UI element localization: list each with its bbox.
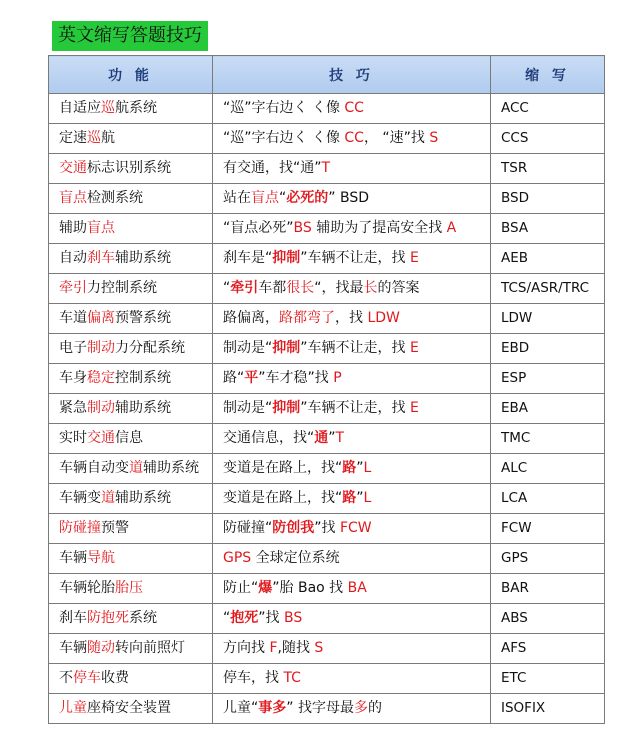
highlight-text: GPS	[223, 550, 252, 566]
cell-text: 车辆	[59, 640, 87, 656]
highlight-text: L	[363, 460, 372, 476]
cell-text: “盲点必死”	[223, 220, 294, 236]
highlight-text: 平	[244, 370, 259, 386]
cell-text: ，找	[335, 310, 368, 326]
cell-text: “	[223, 280, 231, 296]
function-cell	[49, 214, 213, 244]
cell-text: 预警系统	[115, 310, 171, 326]
function-cell	[49, 544, 213, 574]
cell-text: ”	[356, 460, 364, 476]
cell-text: 变道是在路上，找“	[223, 490, 343, 506]
cell-text: 系统	[129, 610, 157, 626]
tip-cell	[213, 634, 491, 664]
function-cell	[49, 394, 213, 424]
highlight-text: 路	[342, 490, 357, 506]
highlight-text: E	[409, 400, 419, 416]
tip-cell	[213, 244, 491, 274]
tip-cell	[213, 364, 491, 394]
highlight-text: 交通	[87, 430, 115, 446]
tip-cell	[213, 184, 491, 214]
highlight-text: T	[335, 430, 345, 446]
tip-cell	[213, 304, 491, 334]
cell-text: 刹车是“	[223, 250, 273, 266]
cell-text: 力分配系统	[115, 340, 185, 356]
highlight-text: 爆	[258, 580, 273, 596]
cell-text: 辅助系统	[115, 400, 171, 416]
tip-cell	[213, 274, 491, 304]
function-cell	[49, 184, 213, 214]
cell-text: ”车才稳”找	[258, 370, 334, 386]
tip-cell	[213, 394, 491, 424]
highlight-text: 盲点	[251, 190, 279, 206]
abbreviation-cell: TCS/ASR/TRC	[491, 274, 605, 304]
table-row	[49, 604, 605, 634]
function-cell	[49, 634, 213, 664]
cell-text: ” 找字母最	[286, 700, 354, 716]
cell-text: 有交通，找“通”	[223, 160, 322, 176]
cell-text: ”	[356, 490, 364, 506]
function-cell	[49, 94, 213, 124]
abbreviation-cell: EBD	[491, 334, 605, 364]
table-row	[49, 274, 605, 304]
cell-text: “巡”字右边く く像	[223, 100, 345, 116]
tip-cell	[213, 454, 491, 484]
cell-text: 控制系统	[115, 370, 171, 386]
abbreviation-cell: GPS	[491, 544, 605, 574]
cell-text: 实时	[59, 430, 87, 446]
abbreviation-cell: AFS	[491, 634, 605, 664]
header-function: 功 能	[49, 56, 213, 94]
abbreviation-cell: LDW	[491, 304, 605, 334]
highlight-text: 抑制	[272, 400, 301, 416]
tip-cell	[213, 664, 491, 694]
function-cell	[49, 334, 213, 364]
table-row	[49, 94, 605, 124]
cell-text: ”胎 Bao 找	[272, 580, 348, 596]
highlight-text: A	[446, 220, 457, 236]
cell-text: 辅助	[59, 220, 87, 236]
cell-text: ,随找	[277, 640, 315, 656]
highlight-text: S	[429, 130, 439, 146]
table-row	[49, 454, 605, 484]
abbreviation-table	[48, 55, 605, 724]
cell-text: 航系统	[115, 100, 157, 116]
cell-text: 收费	[101, 670, 129, 686]
highlight-text: 牵引	[59, 280, 87, 296]
cell-text: 儿童“	[223, 700, 259, 716]
function-cell	[49, 604, 213, 634]
abbreviation-cell: ETC	[491, 664, 605, 694]
tip-cell	[213, 94, 491, 124]
cell-text: 辅助系统	[115, 490, 171, 506]
highlight-text: 必死的	[286, 190, 329, 206]
table-header-row	[49, 56, 605, 94]
abbreviation-cell: TMC	[491, 424, 605, 454]
highlight-text: 停车	[73, 670, 101, 686]
highlight-text: 抑制	[272, 250, 301, 266]
highlight-text: E	[409, 340, 419, 356]
highlight-text: FCW	[339, 520, 372, 536]
highlight-text: L	[363, 490, 372, 506]
function-cell	[49, 664, 213, 694]
highlight-text: CC	[344, 130, 364, 146]
cell-text: ”找	[258, 610, 284, 626]
cell-text: “	[279, 190, 287, 206]
cell-text: 座椅安全装置	[87, 700, 171, 716]
abbreviation-cell: CCS	[491, 124, 605, 154]
table-row	[49, 394, 605, 424]
highlight-text: P	[333, 370, 342, 386]
highlight-text: 抑制	[272, 340, 301, 356]
abbreviation-cell: ISOFIX	[491, 694, 605, 724]
highlight-text: 稳定	[87, 370, 115, 386]
cell-text: 路偏离，	[223, 310, 279, 326]
cell-text: 信息	[115, 430, 143, 446]
abbreviation-cell: ESP	[491, 364, 605, 394]
table-row	[49, 484, 605, 514]
table-row	[49, 214, 605, 244]
tip-cell	[213, 694, 491, 724]
highlight-text: 路	[342, 460, 357, 476]
tip-cell	[213, 604, 491, 634]
cell-text: ”车辆不让走，找	[300, 340, 410, 356]
highlight-text: 巡	[101, 100, 115, 116]
function-cell	[49, 574, 213, 604]
cell-text: 自动	[59, 250, 87, 266]
function-cell	[49, 514, 213, 544]
cell-text: 方向找	[223, 640, 270, 656]
highlight-text: 防抱死	[87, 610, 129, 626]
cell-text: “	[223, 610, 231, 626]
cell-text: 停车，找	[223, 670, 284, 686]
highlight-text: 制动	[87, 400, 115, 416]
abbreviation-cell: ABS	[491, 604, 605, 634]
tip-cell	[213, 544, 491, 574]
cell-text: ”	[328, 430, 336, 446]
highlight-text: 长	[363, 280, 378, 296]
cell-text: 的答案	[377, 280, 420, 296]
cell-text: 防止“	[223, 580, 259, 596]
table-row	[49, 694, 605, 724]
cell-text: 转向前照灯	[115, 640, 185, 656]
abbreviation-cell: EBA	[491, 394, 605, 424]
tip-cell	[213, 574, 491, 604]
highlight-text: 导航	[87, 550, 115, 566]
highlight-text: 防创我	[272, 520, 315, 536]
tip-cell	[213, 214, 491, 244]
cell-text: 检测系统	[87, 190, 143, 206]
function-cell	[49, 154, 213, 184]
table-row	[49, 574, 605, 604]
tip-cell	[213, 484, 491, 514]
cell-text: 的	[367, 700, 382, 716]
cell-text: 不	[59, 670, 73, 686]
highlight-text: 胎压	[115, 580, 143, 596]
tip-cell	[213, 514, 491, 544]
table-row	[49, 304, 605, 334]
cell-text: 车身	[59, 370, 87, 386]
highlight-text: F	[269, 640, 278, 656]
cell-text: 辅助系统	[115, 250, 171, 266]
tip-cell	[213, 334, 491, 364]
highlight-text: 刹车	[87, 250, 115, 266]
function-cell	[49, 424, 213, 454]
cell-text: 制动是“	[223, 340, 273, 356]
cell-text: 定速	[59, 130, 87, 146]
tip-cell	[213, 124, 491, 154]
highlight-text: 制动	[87, 340, 115, 356]
highlight-text: S	[314, 640, 324, 656]
function-cell	[49, 364, 213, 394]
highlight-text: LDW	[367, 310, 400, 326]
cell-text: 制动是“	[223, 400, 273, 416]
abbreviation-cell: FCW	[491, 514, 605, 544]
cell-text: 交通信息，找“	[223, 430, 315, 446]
tip-cell	[213, 154, 491, 184]
highlight-text: 随动	[87, 640, 115, 656]
cell-text: “，找最	[314, 280, 364, 296]
abbreviation-cell: TSR	[491, 154, 605, 184]
cell-text: 预警	[101, 520, 129, 536]
table-row	[49, 664, 605, 694]
cell-text: ， “速”找	[363, 130, 430, 146]
highlight-text: BS	[293, 220, 312, 236]
abbreviation-cell: LCA	[491, 484, 605, 514]
cell-text: ”车辆不让走，找	[300, 250, 410, 266]
highlight-text: 交通	[59, 160, 87, 176]
highlight-text: CC	[344, 100, 364, 116]
highlight-text: 偏离	[87, 310, 115, 326]
abbreviation-cell: BSD	[491, 184, 605, 214]
cell-text: 防碰撞“	[223, 520, 273, 536]
abbreviation-cell: AEB	[491, 244, 605, 274]
highlight-text: 盲点	[87, 220, 115, 236]
highlight-text: 路都弯了	[279, 310, 335, 326]
highlight-text: 通	[314, 430, 329, 446]
table-row	[49, 424, 605, 454]
highlight-text: T	[321, 160, 331, 176]
cell-text: 车道	[59, 310, 87, 326]
abbreviation-cell: ALC	[491, 454, 605, 484]
table-row	[49, 544, 605, 574]
cell-text: 辅助系统	[143, 460, 199, 476]
cell-text: 路“	[223, 370, 245, 386]
cell-text: 标志识别系统	[87, 160, 171, 176]
cell-text: 紧急	[59, 400, 87, 416]
table-row	[49, 514, 605, 544]
highlight-text: 很长	[286, 280, 315, 296]
highlight-text: 道	[101, 490, 115, 506]
highlight-text: 防碰撞	[59, 520, 101, 536]
highlight-text: 牵引	[230, 280, 259, 296]
cell-text: 车辆自动变	[59, 460, 129, 476]
cell-text: 车辆轮胎	[59, 580, 115, 596]
cell-text: ” BSD	[328, 190, 369, 206]
cell-text: 车都	[258, 280, 287, 296]
abbreviation-cell: BSA	[491, 214, 605, 244]
cell-text: ”车辆不让走，找	[300, 400, 410, 416]
highlight-text: 道	[129, 460, 143, 476]
table-row	[49, 154, 605, 184]
table-row	[49, 634, 605, 664]
abbreviation-cell: ACC	[491, 94, 605, 124]
highlight-text: 巡	[87, 130, 101, 146]
cell-text: 刹车	[59, 610, 87, 626]
highlight-text: 事多	[258, 700, 287, 716]
highlight-text: BA	[347, 580, 367, 596]
cell-text: ”找	[314, 520, 340, 536]
highlight-text: TC	[283, 670, 301, 686]
cell-text: 力控制系统	[87, 280, 157, 296]
function-cell	[49, 244, 213, 274]
cell-text: “巡”字右边く く像	[223, 130, 345, 146]
header-tip: 技 巧	[213, 56, 491, 94]
cell-text: 站在	[223, 190, 251, 206]
cell-text: 航	[101, 130, 115, 146]
header-abbreviation: 缩 写	[491, 56, 605, 94]
cell-text: 变道是在路上，找“	[223, 460, 343, 476]
page-title: 英文缩写答题技巧	[52, 21, 208, 51]
abbreviation-cell: BAR	[491, 574, 605, 604]
highlight-text: E	[409, 250, 419, 266]
function-cell	[49, 304, 213, 334]
table-row	[49, 364, 605, 394]
table-row	[49, 334, 605, 364]
highlight-text: 多	[353, 700, 368, 716]
cell-text: 车辆变	[59, 490, 101, 506]
function-cell	[49, 454, 213, 484]
highlight-text: 儿童	[59, 700, 87, 716]
highlight-text: 盲点	[59, 190, 87, 206]
table-row	[49, 184, 605, 214]
tip-cell	[213, 424, 491, 454]
cell-text: 电子	[59, 340, 87, 356]
cell-text: 车辆	[59, 550, 87, 566]
function-cell	[49, 274, 213, 304]
highlight-text: 抱死	[230, 610, 259, 626]
function-cell	[49, 484, 213, 514]
table-row	[49, 244, 605, 274]
table-row	[49, 124, 605, 154]
highlight-text: BS	[283, 610, 303, 626]
function-cell	[49, 124, 213, 154]
cell-text: 自适应	[59, 100, 101, 116]
cell-text: 全球定位系统	[251, 550, 340, 566]
function-cell	[49, 694, 213, 724]
cell-text: 辅助为了提高安全找	[311, 220, 447, 236]
